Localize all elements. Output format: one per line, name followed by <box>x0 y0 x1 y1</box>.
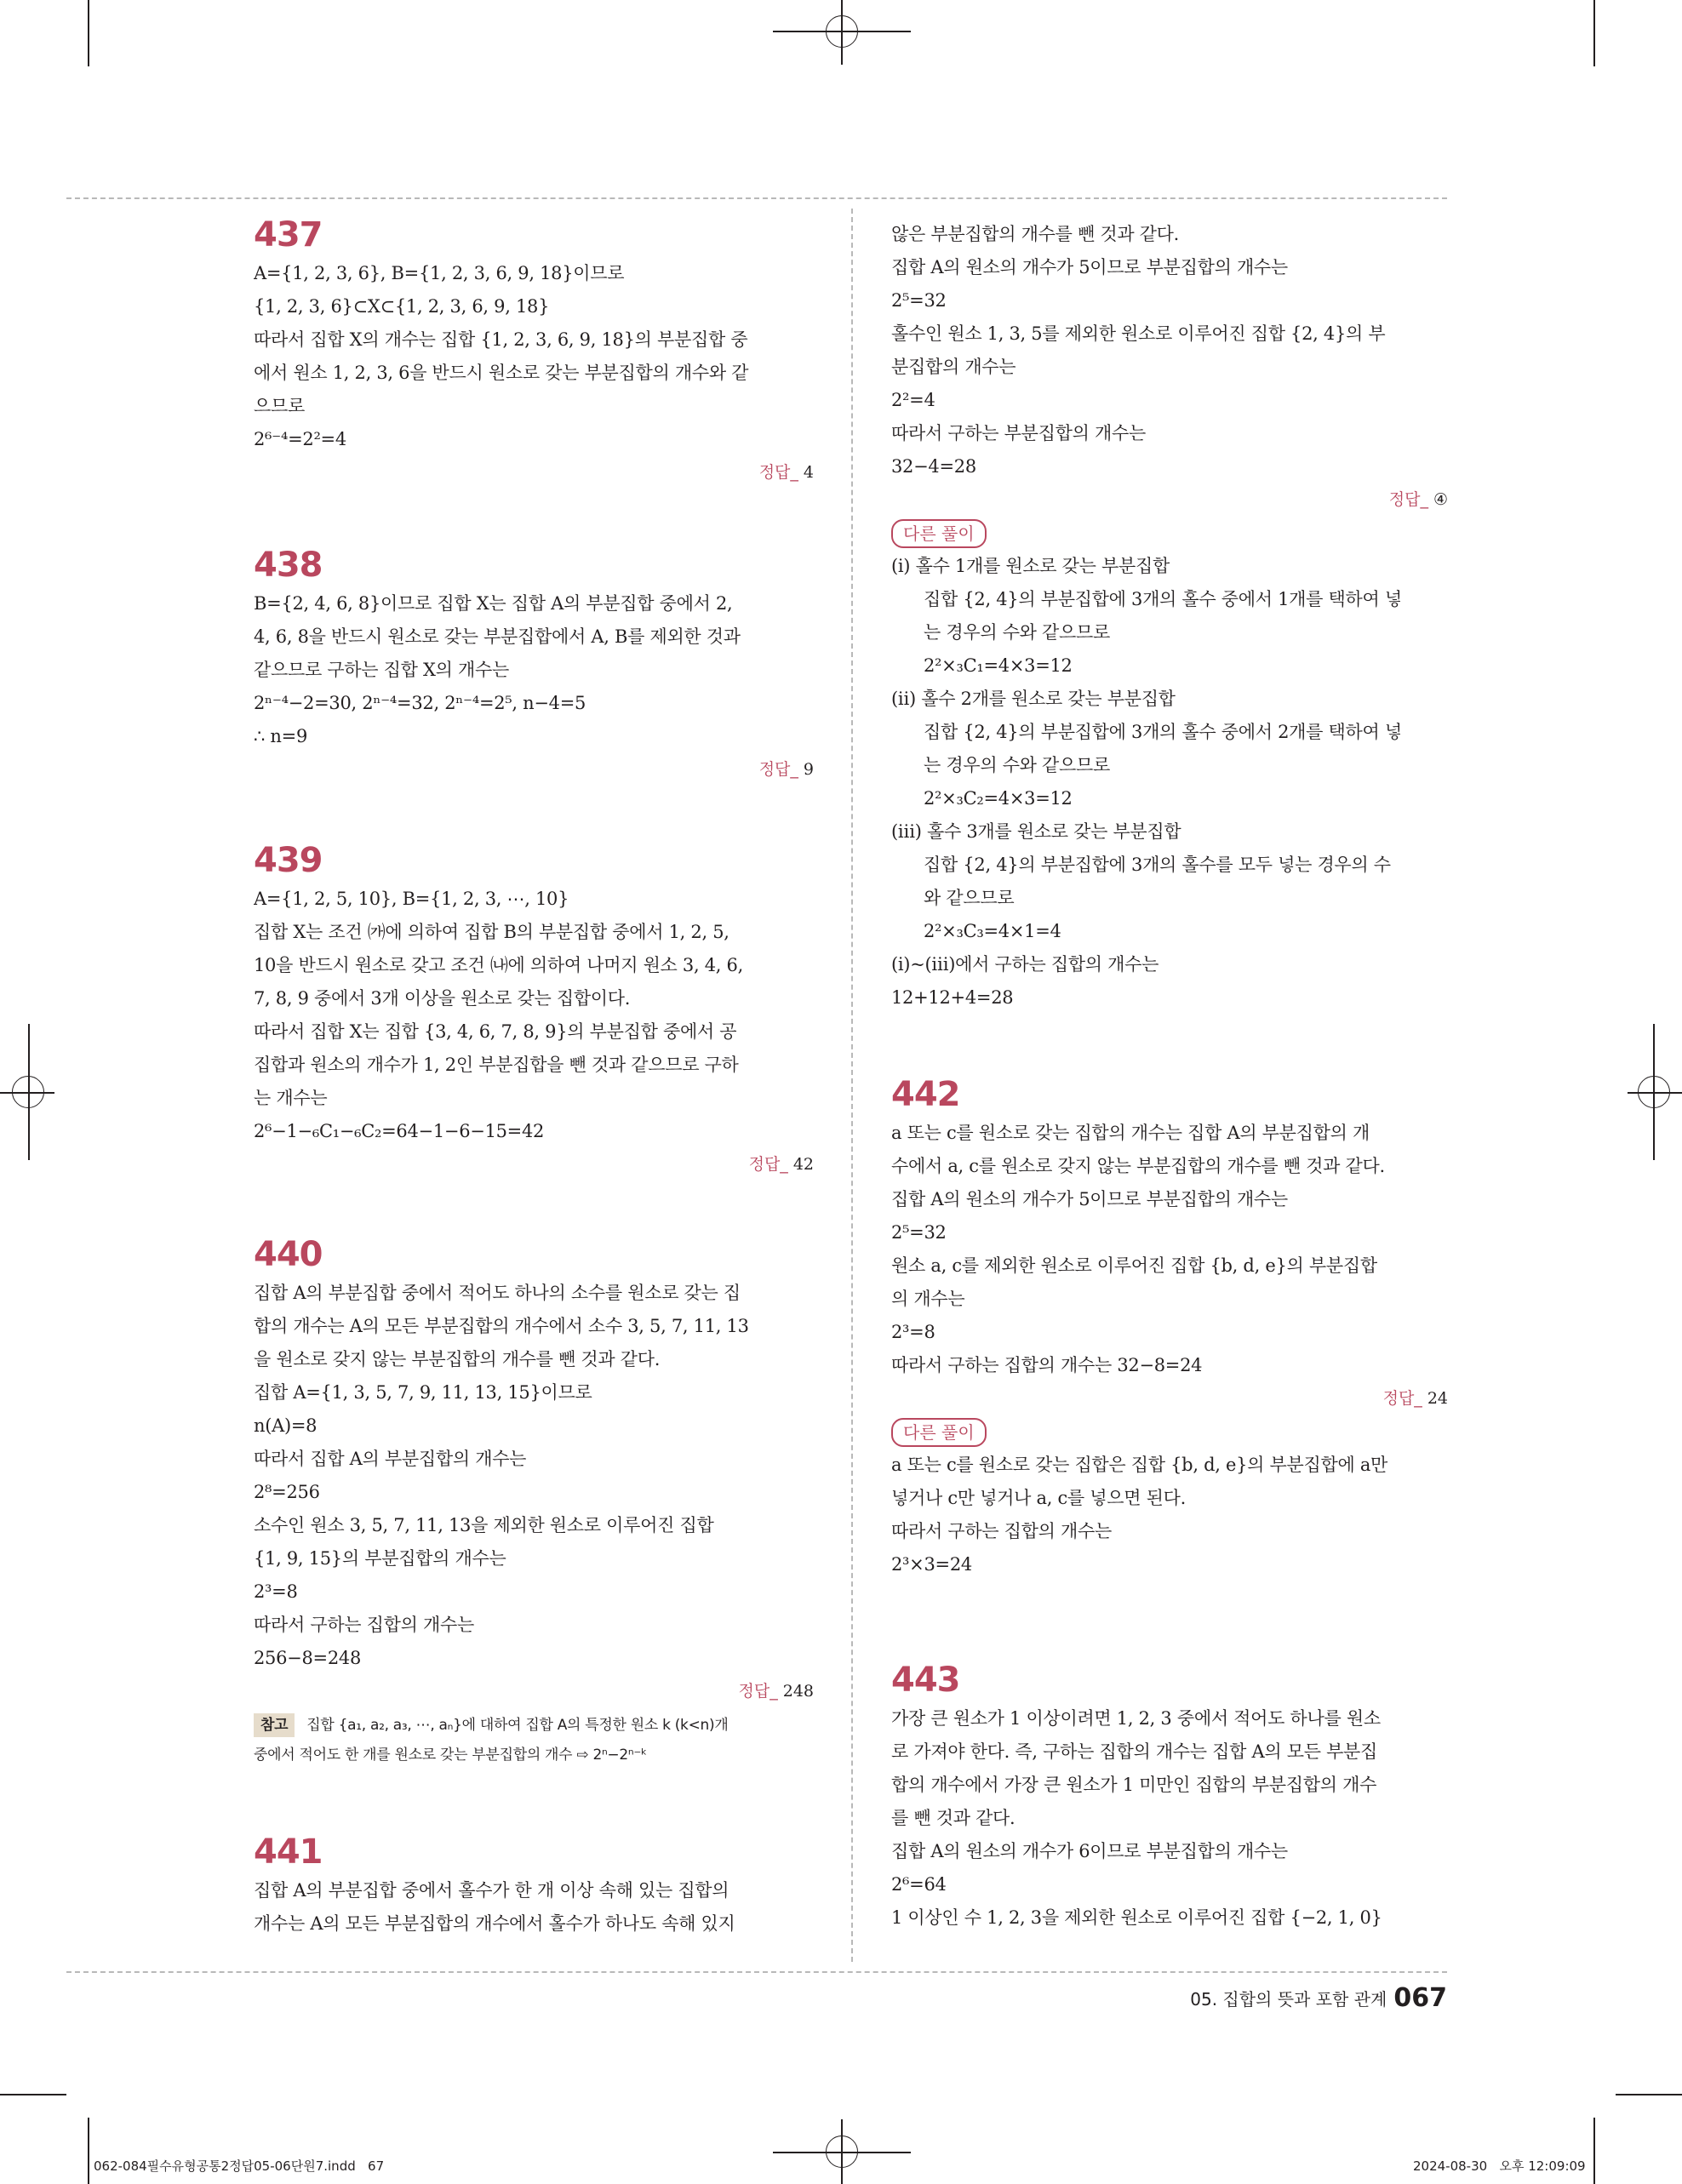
solution-line: ∴ n=9 <box>254 726 308 746</box>
chapter-title: 05. 집합의 뜻과 포함 관계 <box>1190 1989 1387 2010</box>
problem-438 <box>254 543 814 786</box>
solution-line: 에서 원소 1, 2, 3, 6을 반드시 원소로 갖는 부분집합의 개수와 같 <box>254 363 749 383</box>
solution-line: 는 개수는 <box>254 1088 328 1108</box>
alt-line: 12+12+4=28 <box>891 987 1014 1008</box>
alt-line: 넣거나 c만 넣거나 a, c를 넣으면 된다. <box>891 1488 1186 1508</box>
solution-line: 2ⁿ⁻⁴−2=30, 2ⁿ⁻⁴=32, 2ⁿ⁻⁴=2⁵, n−4=5 <box>254 693 586 713</box>
solution-line: 7, 8, 9 중에서 3개 이상을 원소로 갖는 집합이다. <box>254 988 631 1009</box>
alt-line: 2²×₃C₃=4×1=4 <box>924 921 1061 941</box>
registration-mark <box>1638 1076 1670 1108</box>
problem-437 <box>254 213 814 489</box>
solution-line: 따라서 집합 X는 집합 {3, 4, 6, 7, 8, 9}의 부분집합 중에서 공 <box>254 1021 737 1042</box>
problem-number: 438 <box>254 546 323 585</box>
page-number: 067 <box>1393 1983 1447 2013</box>
solution-line: A={1, 2, 3, 6}, B={1, 2, 3, 6, 9, 18}이므로 <box>254 263 625 283</box>
answer <box>891 1382 1448 1415</box>
solution-line: 2⁶=64 <box>891 1874 947 1895</box>
alternative-solution-tag: 다른 풀이 <box>891 1418 987 1447</box>
alt-line: 는 경우의 수와 같으므로 <box>924 622 1110 643</box>
bottom-rule <box>66 1971 1447 1973</box>
answer-value: 248 <box>782 1682 814 1701</box>
solution-line: 2⁸=256 <box>254 1482 320 1502</box>
solution-line: 2⁶−1−₆C₁−₆C₂=64−1−6−15=42 <box>254 1121 545 1141</box>
alt-line: 따라서 구하는 집합의 개수는 <box>891 1521 1112 1541</box>
alt-line: 2³×3=24 <box>891 1554 972 1575</box>
problem-441 <box>254 1830 814 1941</box>
solution-line: A={1, 2, 5, 10}, B={1, 2, 3, ⋯, 10} <box>254 889 569 909</box>
problem-440 <box>254 1232 814 1770</box>
alternative-solution-tag: 다른 풀이 <box>891 519 987 548</box>
solution-line: 집합 A={1, 3, 5, 7, 9, 11, 13, 15}이므로 <box>254 1382 592 1403</box>
solution-line: 집합 A의 원소의 개수가 6이므로 부분집합의 개수는 <box>891 1841 1288 1861</box>
answer <box>254 456 814 489</box>
solution-line: 따라서 구하는 부분집합의 개수는 <box>891 423 1146 443</box>
crop-mark <box>0 2094 66 2095</box>
solution-line: 2⁵=32 <box>891 290 947 311</box>
answer-value: 24 <box>1427 1389 1448 1408</box>
solution-line: a 또는 c를 원소로 갖는 집합의 개수는 집합 A의 부분집합의 개 <box>891 1123 1370 1143</box>
note-tag: 참고 <box>254 1713 295 1737</box>
crop-mark <box>88 2118 89 2184</box>
solution-line: B={2, 4, 6, 8}이므로 집합 X는 집합 A의 부분집합 중에서 2, <box>254 593 733 614</box>
page-footer <box>1175 1983 1447 2017</box>
crop-mark <box>1616 2094 1682 2095</box>
alt-line: 2²×₃C₁=4×3=12 <box>924 655 1073 676</box>
note-line: 중에서 적어도 한 개를 원소로 갖는 부분집합의 개수 ⇨ 2ⁿ−2ⁿ⁻ᵏ <box>254 1747 647 1764</box>
answer-value: ④ <box>1433 490 1448 509</box>
solution-line: 수에서 a, c를 원소로 갖지 않는 부분집합의 개수를 뺀 것과 같다. <box>891 1156 1385 1176</box>
solution-line: 합의 개수에서 가장 큰 원소가 1 미만인 집합의 부분집합의 개수 <box>891 1775 1377 1795</box>
crop-mark <box>1593 0 1595 66</box>
alt-line: (ⅰ) 홀수 1개를 원소로 갖는 부분집합 <box>891 556 1170 576</box>
solution-line: 을 원소로 갖지 않는 부분집합의 개수를 뺀 것과 같다. <box>254 1349 661 1369</box>
problem-number: 439 <box>254 841 323 880</box>
alt-line: 와 같으므로 <box>924 888 1015 908</box>
problem-443 <box>891 1658 1448 1935</box>
solution-line: 개수는 A의 모든 부분집합의 개수에서 홀수가 하나도 속해 있지 <box>254 1913 735 1934</box>
alt-line: 는 경우의 수와 같으므로 <box>924 755 1110 775</box>
solution-line: 으므로 <box>254 396 305 416</box>
answer <box>254 1675 814 1707</box>
solution-line: n(A)=8 <box>254 1415 318 1436</box>
answer <box>254 753 814 786</box>
solution-line: 2⁶⁻⁴=2²=4 <box>254 429 346 449</box>
answer-label: 정답_ <box>758 463 798 482</box>
solution-line: 원소 a, c를 제외한 원소로 이루어진 집합 {b, d, e}의 부분집합 <box>891 1255 1377 1276</box>
alt-line: (ⅲ) 홀수 3개를 원소로 갖는 부분집합 <box>891 821 1181 842</box>
solution-line: 의 개수는 <box>891 1289 965 1309</box>
problem-number: 437 <box>254 215 323 254</box>
solution-line: 2⁵=32 <box>891 1222 947 1243</box>
alt-line: 집합 {2, 4}의 부분집합에 3개의 홀수 중에서 2개를 택하여 넣 <box>924 722 1402 742</box>
solution-line: 2³=8 <box>891 1322 935 1342</box>
note-line: 집합 {a₁, a₂, a₃, ⋯, aₙ}에 대하여 집합 A의 특정한 원소 k (k<n)개 <box>306 1717 729 1734</box>
alt-line: a 또는 c를 원소로 갖는 집합은 집합 {b, d, e}의 부분집합에 a만 <box>891 1455 1388 1475</box>
answer-label: 정답_ <box>738 1682 778 1701</box>
problem-number: 443 <box>891 1661 960 1700</box>
reference-note <box>254 1711 814 1741</box>
solution-line: 4, 6, 8을 반드시 원소로 갖는 부분집합에서 A, B를 제외한 것과 <box>254 626 741 647</box>
file-info: 062-084필수유형공통2정답05-06단원7.indd 67 <box>94 2158 385 2174</box>
solution-line: 집합 A의 부분집합 중에서 적어도 하나의 소수를 원소로 갖는 집 <box>254 1283 741 1303</box>
print-timestamp: 2024-08-30 오후 12:09:09 <box>1413 2158 1586 2174</box>
solution-line: 집합 A의 원소의 개수가 5이므로 부분집합의 개수는 <box>891 1189 1288 1209</box>
solution-line: 홀수인 원소 1, 3, 5를 제외한 원소로 이루어진 집합 {2, 4}의 부 <box>891 323 1386 344</box>
solution-line: 집합 A의 원소의 개수가 5이므로 부분집합의 개수는 <box>891 257 1288 277</box>
registration-mark <box>826 15 858 48</box>
alt-line: 집합 {2, 4}의 부분집합에 3개의 홀수를 모두 넣는 경우의 수 <box>924 855 1391 875</box>
solution-line: 따라서 구하는 집합의 개수는 32−8=24 <box>891 1355 1203 1375</box>
top-rule <box>66 197 1447 199</box>
alt-line: (ⅱ) 홀수 2개를 원소로 갖는 부분집합 <box>891 689 1176 709</box>
solution-line: {1, 9, 15}의 부분집합의 개수는 <box>254 1548 506 1569</box>
solution-line: 로 가져야 한다. 즉, 구하는 집합의 개수는 집합 A의 모든 부분집 <box>891 1741 1378 1762</box>
alt-line: (ⅰ)~(ⅲ)에서 구하는 집합의 개수는 <box>891 954 1159 975</box>
solution-line: {1, 2, 3, 6}⊂X⊂{1, 2, 3, 6, 9, 18} <box>254 296 550 317</box>
solution-line: 따라서 구하는 집합의 개수는 <box>254 1615 474 1635</box>
solution-line: 같으므로 구하는 집합 X의 개수는 <box>254 660 509 680</box>
answer-label: 정답_ <box>758 760 798 779</box>
answer-value: 4 <box>803 463 814 482</box>
column-divider <box>851 209 853 1962</box>
solution-line: 2²=4 <box>891 390 935 410</box>
solution-line: 를 뺀 것과 같다. <box>891 1808 1015 1828</box>
registration-mark <box>826 2135 858 2168</box>
problem-number: 440 <box>254 1235 323 1274</box>
solution-line: 1 이상인 수 1, 2, 3을 제외한 원소로 이루어진 집합 {−2, 1, 0} <box>891 1907 1382 1928</box>
answer-value: 9 <box>803 760 814 779</box>
alt-line: 2²×₃C₂=4×3=12 <box>924 788 1073 809</box>
problem-442 <box>891 1072 1448 1581</box>
problem-number: 442 <box>891 1075 960 1114</box>
solution-line: 않은 부분집합의 개수를 뺀 것과 같다. <box>891 224 1180 244</box>
solution-line: 256−8=248 <box>254 1648 362 1668</box>
solution-line: 32−4=28 <box>891 456 976 477</box>
problem-439 <box>254 838 814 1181</box>
solution-line: 분집합의 개수는 <box>891 357 1016 377</box>
solution-line: 10을 반드시 원소로 갖고 조건 ㈏에 의하여 나머지 원소 3, 4, 6, <box>254 955 743 975</box>
solution-line: 합의 개수는 A의 모든 부분집합의 개수에서 소수 3, 5, 7, 11, 13 <box>254 1316 749 1336</box>
answer-label: 정답_ <box>1388 490 1428 509</box>
answer <box>891 483 1448 516</box>
solution-line: 따라서 집합 A의 부분집합의 개수는 <box>254 1449 527 1469</box>
crop-mark <box>1593 2118 1595 2184</box>
solution-line: 2³=8 <box>254 1581 298 1602</box>
answer <box>254 1148 814 1181</box>
answer-label: 정답_ <box>748 1155 788 1174</box>
alt-line: 집합 {2, 4}의 부분집합에 3개의 홀수 중에서 1개를 택하여 넣 <box>924 589 1402 609</box>
answer-label: 정답_ <box>1382 1389 1422 1408</box>
solution-line: 집합 A의 부분집합 중에서 홀수가 한 개 이상 속해 있는 집합의 <box>254 1880 729 1901</box>
solution-line: 집합과 원소의 개수가 1, 2인 부분집합을 뺀 것과 같으므로 구하 <box>254 1055 739 1075</box>
solution-line: 가장 큰 원소가 1 이상이려면 1, 2, 3 중에서 적어도 하나를 원소 <box>891 1708 1381 1729</box>
registration-mark <box>12 1076 44 1108</box>
answer-value: 42 <box>792 1155 814 1174</box>
crop-mark <box>88 0 89 66</box>
solution-line: 따라서 집합 X의 개수는 집합 {1, 2, 3, 6, 9, 18}의 부분집합 중 <box>254 329 748 350</box>
solution-line: 집합 X는 조건 ㈎에 의하여 집합 B의 부분집합 중에서 1, 2, 5, <box>254 922 729 942</box>
problem-441-continued <box>891 218 1448 1015</box>
solution-line: 소수인 원소 3, 5, 7, 11, 13을 제외한 원소로 이루어진 집합 <box>254 1515 714 1535</box>
problem-number: 441 <box>254 1832 323 1872</box>
